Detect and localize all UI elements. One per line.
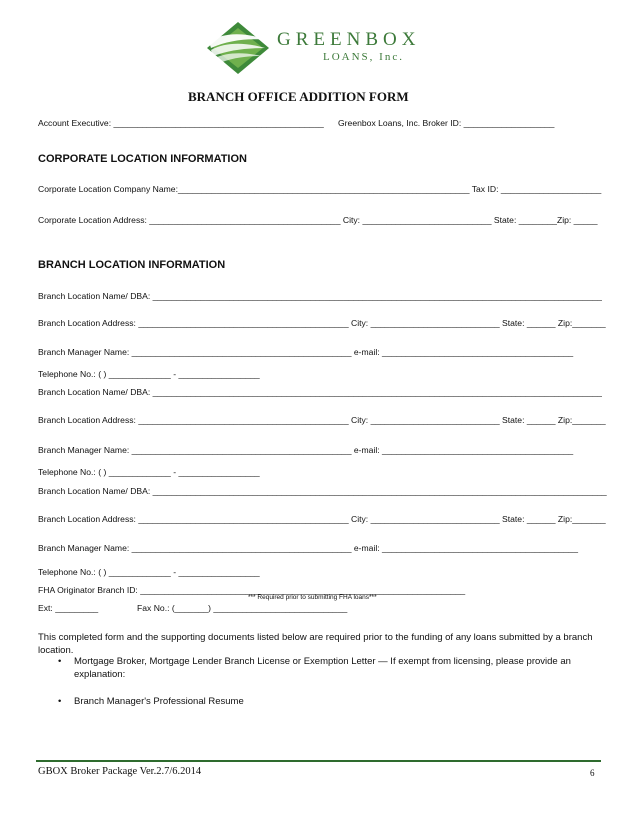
branch-manager-field[interactable]: Branch Manager Name: ______________________________________________ e-mail: ________________________________________ [38, 445, 574, 455]
logo-name: GREENBOX [277, 29, 421, 50]
bullet-icon: • [58, 656, 62, 667]
requirements-intro: This completed form and the supporting documents listed below are required prior to the funding of any loans submitted by a branch location. [38, 632, 593, 656]
fha-branch-id-field[interactable]: FHA Originator Branch ID: ____________________________________________________________________ [38, 585, 466, 595]
branch-address-field[interactable]: Branch Location Address: ____________________________________________ City: ___________________________ State: ______ Zip:_______ [38, 415, 606, 425]
account-executive-field[interactable]: Account Executive: ____________________________________________ [38, 118, 324, 128]
branch-name-field[interactable]: Branch Location Name/ DBA: _______________________________________________________________________________________________ [38, 486, 607, 496]
branch-name-field[interactable]: Branch Location Name/ DBA: ______________________________________________________________________________________________ [38, 387, 602, 397]
corporate-address-field[interactable]: Corporate Location Address: ________________________________________ City: ___________________________ State: ________Zip: _____ [38, 215, 598, 225]
branch-telephone-field[interactable]: Telephone No.: ( ) _____________ - _________________ [38, 567, 260, 577]
requirements-list [38, 655, 578, 708]
requirement-text: Branch Manager's Professional Resume [74, 696, 244, 707]
ext-field[interactable]: Ext: _________ [38, 603, 99, 613]
branch-manager-field[interactable]: Branch Manager Name: ______________________________________________ e-mail: _________________________________________ [38, 543, 578, 553]
branch-telephone-field[interactable]: Telephone No.: ( ) _____________ - _________________ [38, 467, 260, 477]
corporate-company-name-field[interactable]: Corporate Location Company Name:_____________________________________________________________ Tax ID: _____________________ [38, 184, 602, 194]
branch-manager-field[interactable]: Branch Manager Name: ______________________________________________ e-mail: ________________________________________ [38, 347, 574, 357]
fha-required-note: *** Required prior to submitting FHA loans*** [248, 594, 377, 601]
bullet-icon: • [58, 696, 62, 707]
branch-address-field[interactable]: Branch Location Address: ____________________________________________ City: ___________________________ State: ______ Zip:_______ [38, 514, 606, 524]
page-number: 6 [590, 768, 595, 778]
fax-field[interactable]: Fax No.: (_______) ____________________________ [137, 603, 348, 613]
requirement-text: Mortgage Broker, Mortgage Lender Branch License or Exemption Letter — If exempt from licensing, please provide an explanation: [74, 656, 571, 680]
branch-name-field[interactable]: Branch Location Name/ DBA: ______________________________________________________________________________________________ [38, 291, 602, 301]
broker-id-field[interactable]: Greenbox Loans, Inc. Broker ID: ___________________ [338, 118, 555, 128]
corporate-section-heading: CORPORATE LOCATION INFORMATION [38, 153, 247, 165]
branch-address-field[interactable]: Branch Location Address: ____________________________________________ City: ___________________________ State: ______ Zip:_______ [38, 318, 606, 328]
footer-rule [36, 760, 601, 762]
company-logo [205, 20, 445, 80]
form-title: BRANCH OFFICE ADDITION FORM [188, 89, 409, 104]
greenbox-emblem-icon [205, 20, 271, 76]
list-item [38, 695, 578, 708]
logo-subtitle: LOANS, Inc. [323, 51, 404, 63]
branch-telephone-field[interactable]: Telephone No.: ( ) _____________ - _________________ [38, 369, 260, 379]
list-item [38, 655, 578, 681]
footer-version: GBOX Broker Package Ver.2.7/6.2014 [38, 766, 202, 777]
branch-section-heading: BRANCH LOCATION INFORMATION [38, 259, 226, 271]
